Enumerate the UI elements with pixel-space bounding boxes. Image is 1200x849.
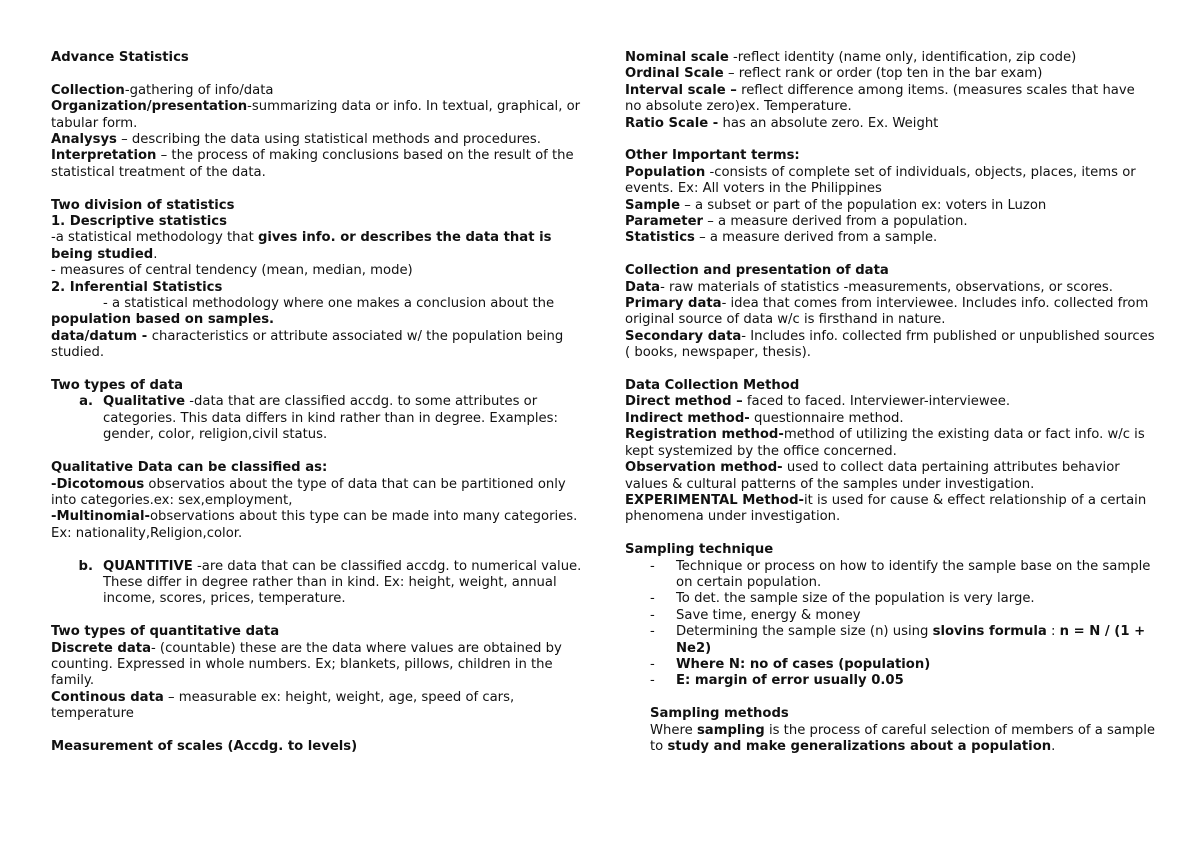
collection-def: -gathering of info/data (124, 82, 274, 98)
registration-method-definition (625, 427, 1155, 460)
list-item (625, 673, 1155, 689)
collection-method-heading: Data Collection Method (625, 378, 800, 394)
qualitative-label: a. (79, 394, 93, 410)
analysis-definition (51, 132, 586, 148)
multinomial-term: -Multinomial- (51, 509, 150, 525)
registration-method-term: Registration method- (625, 427, 784, 443)
inferential-bold: population based on samples. (51, 312, 275, 328)
ratio-term: Ratio Scale - (625, 115, 719, 131)
sample-def: – a subset or part of the population ex: voters in Luzon (680, 197, 1047, 213)
sampling-methods-bold2: study and make generalizations about a population (667, 738, 1052, 754)
qualitative-def: -data that are classified accdg. to some attributes or categories. This data differs in kind rather than in degree. Examples: gender, color, religion,civil status. (103, 394, 558, 443)
data-definition (625, 280, 1155, 296)
direct-method-def: faced to faced. Interviewer-interviewee. (742, 394, 1011, 410)
data-term: Data (625, 279, 661, 295)
left-column (51, 50, 586, 755)
interval-def: reflect difference among items. (measures scales that have no absolute zero)ex. Temperature. (625, 82, 1135, 115)
dicotomous-definition (51, 477, 586, 510)
list-item (625, 624, 1155, 657)
list-item (625, 608, 1155, 624)
quantitive-item (51, 559, 586, 608)
dicotomous-def: observatios about the type of data that can be partitioned only into categories.ex: sex,employment, (51, 476, 566, 508)
sampling-item-4-mid: : (1046, 624, 1060, 640)
ordinal-term: Ordinal Scale (625, 66, 724, 82)
sample-term: Sample (625, 197, 681, 213)
descriptive-pre: -a statistical methodology that (51, 230, 258, 246)
sampling-methods-post: . (1051, 738, 1056, 754)
collection-term: Collection (51, 82, 125, 98)
sampling-methods-definition (625, 723, 1155, 756)
interpretation-term: Interpretation (51, 148, 157, 164)
qualitative-item (51, 394, 586, 443)
interpretation-definition (51, 148, 586, 181)
quantitive-text (103, 559, 586, 608)
continous-term: Continous data (51, 689, 164, 705)
sampling-technique-heading: Sampling technique (625, 542, 774, 558)
observation-method-def: used to collect data pertaining attributes behavior values & cultural patterns of the samples under investigation. (625, 460, 1120, 492)
sampling-item-5: Where N: no of cases (population) (676, 656, 931, 672)
inferential-pre: - a statistical methodology where one makes a conclusion about the (103, 296, 555, 312)
dash-bullet: - (650, 607, 655, 623)
organization-definition (51, 99, 586, 132)
descriptive-bold: gives info. or describes the data that is being studied (51, 230, 552, 262)
primary-data-def: - idea that comes from interviewee. Includes info. collected from original source of data w/c is firsthand in nature. (625, 296, 1149, 328)
registration-method-def: method of utilizing the existing data or fact info. w/c is kept systemized by the office concerned. (625, 427, 1145, 459)
secondary-data-def: - Includes info. collected frm published or unpublished sources ( books, newspaper, thesis). (625, 328, 1155, 361)
sampling-methods-heading: Sampling methods (650, 706, 789, 722)
sampling-item-4-pre: Determining the sample size (n) using (676, 624, 933, 640)
nominal-term: Nominal scale (625, 50, 729, 65)
parameter-definition (625, 214, 1155, 230)
nominal-definition (625, 50, 1155, 66)
collection-presentation-heading: Collection and presentation of data (625, 263, 889, 279)
interval-term: Interval scale – (625, 82, 737, 98)
dash-bullet: - (650, 558, 655, 574)
qualitative-text (103, 394, 586, 443)
list-item (625, 657, 1155, 673)
ordinal-def: – reflect rank or order (top ten in the bar exam) (723, 66, 1043, 82)
population-definition (625, 165, 1155, 198)
dash-bullet: - (650, 673, 655, 689)
datum-term: data/datum - (51, 328, 152, 344)
secondary-data-definition (625, 329, 1155, 362)
datum-definition (51, 329, 586, 362)
sampling-item-1: Technique or process on how to identify the sample base on the sample on certain population. (676, 558, 1151, 590)
quant-types-heading: Two types of quantitative data (51, 624, 280, 640)
descriptive-heading: 1. Descriptive statistics (51, 214, 227, 230)
population-def: -consists of complete set of individuals, objects, places, items or events. Ex: All voters in the Philippines (625, 164, 1136, 197)
right-column (625, 50, 1155, 755)
continous-def: – measurable ex: height, weight, age, speed of cars, temperature (51, 689, 515, 722)
direct-method-term: Direct method – (625, 394, 743, 410)
dash-bullet: - (650, 624, 655, 640)
qualitative-class-heading: Qualitative Data can be classified as: (51, 460, 328, 476)
sample-definition (625, 198, 1155, 214)
primary-data-definition (625, 296, 1155, 329)
slovins-formula-label: slovins formula (932, 624, 1047, 640)
qualitative-term: Qualitative (103, 394, 186, 410)
other-terms-heading: Other Important terms: (625, 148, 800, 164)
organization-term: Organization/presentation (51, 99, 248, 115)
statistics-term: Statistics (625, 230, 695, 246)
inferential-definition (51, 296, 586, 329)
datum-def: characteristics or attribute associated w/ the population being studied. (51, 328, 564, 361)
quantitive-term: QUANTITIVE (103, 558, 193, 574)
experimental-method-def: it is used for cause & effect relationship of a certain phenomena under investigation. (625, 492, 1147, 525)
quantitive-label: b. (78, 558, 93, 574)
list-item (625, 591, 1155, 607)
statistics-definition (625, 230, 1155, 246)
dicotomous-term: -Dicotomous (51, 476, 145, 492)
secondary-data-term: Secondary data (625, 328, 742, 344)
analysis-def: – describing the data using statistical methods and procedures. (116, 132, 541, 148)
central-tendency-note: - measures of central tendency (mean, median, mode) (51, 263, 413, 279)
two-types-heading: Two types of data (51, 378, 184, 394)
descriptive-definition (51, 230, 586, 263)
sampling-methods-mid: is the process of careful selection of members of a sample to (650, 722, 1155, 754)
dash-bullet: - (650, 656, 655, 672)
experimental-method-definition (625, 493, 1155, 526)
statistics-def: – a measure derived from a sample. (694, 230, 938, 246)
experimental-method-term: EXPERIMENTAL Method- (625, 492, 804, 508)
data-def: - raw materials of statistics -measurements, observations, or scores. (660, 279, 1113, 295)
discrete-def: - (countable) these are the data where values are obtained by counting. Expressed in whole numbers. Ex; blankets, pillows, children in the family. (51, 640, 562, 689)
analysis-term: Analysys (51, 132, 117, 148)
sampling-methods-bold1: sampling (696, 722, 765, 738)
document-title: Advance Statistics (51, 50, 189, 65)
multinomial-definition (51, 509, 586, 542)
continous-definition (51, 690, 586, 723)
list-item (625, 559, 1155, 592)
inferential-heading: 2. Inferential Statistics (51, 279, 223, 295)
primary-data-term: Primary data (625, 296, 722, 312)
descriptive-post: . (153, 246, 158, 262)
direct-method-definition (625, 394, 1155, 410)
two-division-heading: Two division of statistics (51, 197, 235, 213)
interpretation-def: – the process of making conclusions based on the result of the statistical treatment of the data. (51, 148, 574, 180)
indirect-method-definition (625, 411, 1155, 427)
discrete-term: Discrete data (51, 640, 151, 656)
sampling-methods-pre: Where (650, 722, 697, 738)
population-term: Population (625, 164, 706, 180)
organization-def: -summarizing data or info. In textual, graphical, or tabular form. (51, 99, 581, 131)
parameter-term: Parameter (625, 214, 704, 230)
multinomial-def: observations about this type can be made into many categories. Ex: nationality,Religion,color. (51, 509, 578, 541)
quantitive-def: -are data that can be classified accdg. to numerical value. These differ in degree rather than in kind. Ex: height, weight, annual income, scores, prices, temperature. (103, 558, 582, 607)
sampling-item-4 (676, 624, 1155, 657)
sampling-item-2: To det. the sample size of the population is very large. (676, 591, 1035, 607)
sampling-item-3: Save time, energy & money (676, 607, 861, 623)
parameter-def: – a measure derived from a population. (703, 214, 968, 230)
observation-method-definition (625, 460, 1155, 493)
dash-bullet: - (650, 591, 655, 607)
discrete-definition (51, 641, 586, 690)
slovins-formula: n = N / (1 + Ne2) (676, 624, 1146, 656)
ratio-def: has an absolute zero. Ex. Weight (718, 115, 939, 131)
ordinal-definition (625, 66, 1155, 82)
observation-method-term: Observation method- (625, 460, 783, 476)
indirect-method-def: questionnaire method. (749, 410, 904, 426)
sampling-item-6: E: margin of error usually 0.05 (676, 673, 904, 689)
interval-definition (625, 83, 1155, 116)
collection-definition (51, 83, 586, 99)
ratio-definition (625, 116, 1155, 132)
indirect-method-term: Indirect method- (625, 410, 750, 426)
nominal-def: -reflect identity (name only, identification, zip code) (728, 50, 1077, 65)
measurement-heading: Measurement of scales (Accdg. to levels) (51, 738, 358, 754)
